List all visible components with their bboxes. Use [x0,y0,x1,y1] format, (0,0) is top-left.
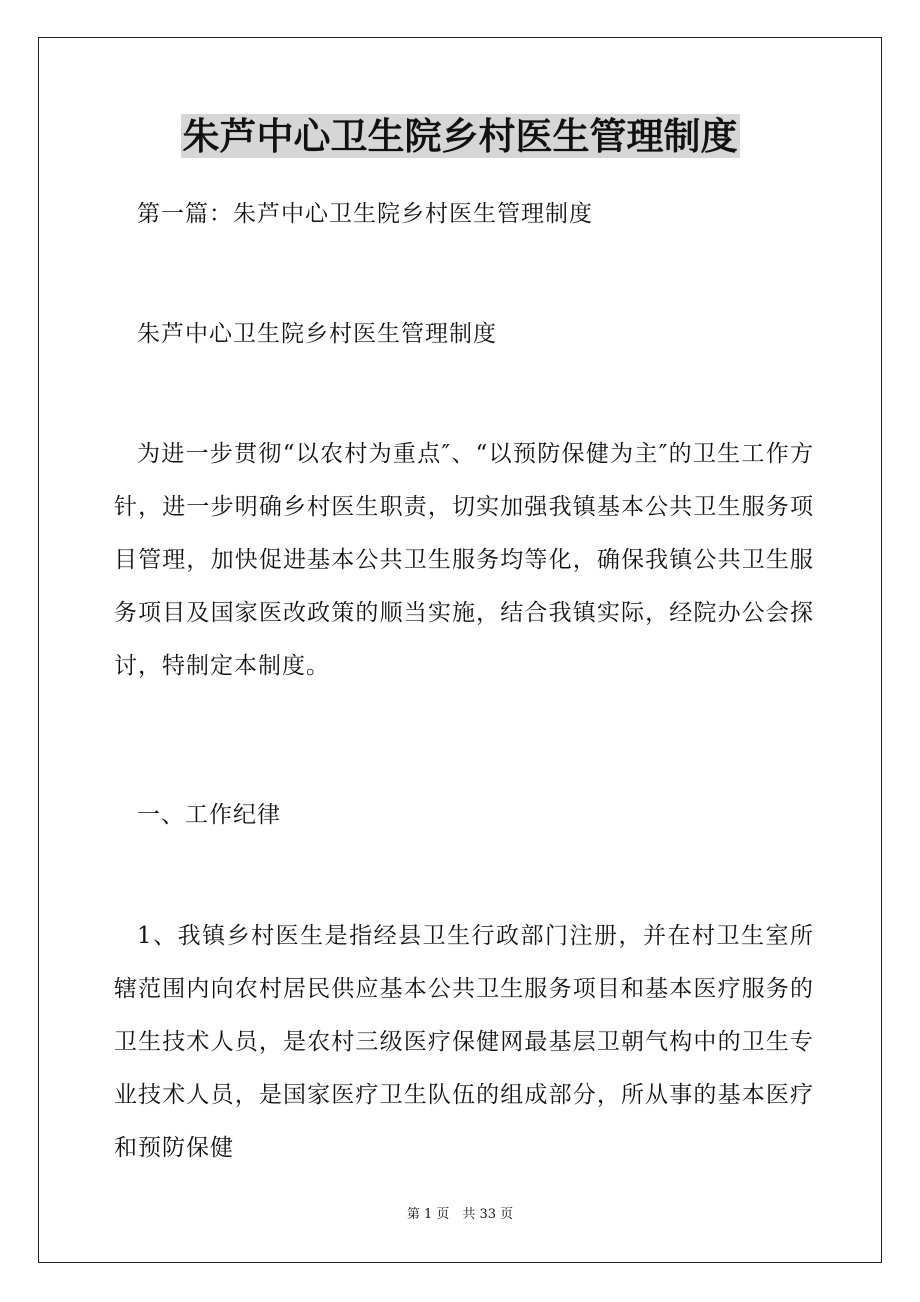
page-footer: 第 1 页 共 33 页 [406,1207,514,1222]
item-1-paragraph: 1、我镇乡村医生是指经县卫生行政部门注册，并在村卫生室所辖范围内向农村居民供应基本公共卫生服务项目和基本医疗服务的卫生技术人员，是农村三级医疗保健网最基层卫朝气构中的卫生专业技术人员，是国家医疗卫生队伍的组成部分，所从事的基本医疗和预防保健 [114,923,814,1161]
intro-paragraph: 为进一步贯彻“以农村为重点″、“以预防保健为主″的卫生工作方针，进一步明确乡村医生职责，切实加强我镇基本公共卫生服务项目管理，加快促进基本公共卫生服务均等化，确保我镇公共卫生服务项目及国家医改政策的顺当实施，结合我镇实际，经院办公会探讨，特制定本制度。 [114,441,814,679]
part-heading: 第一篇：朱芦中心卫生院乡村医生管理制度 [137,201,593,227]
document-title-text: 朱芦中心卫生院乡村医生管理制度 [182,114,738,158]
document-title [0,112,920,160]
sub-title: 朱芦中心卫生院乡村医生管理制度 [137,321,497,347]
section-heading-1: 一、工作纪律 [137,802,281,828]
